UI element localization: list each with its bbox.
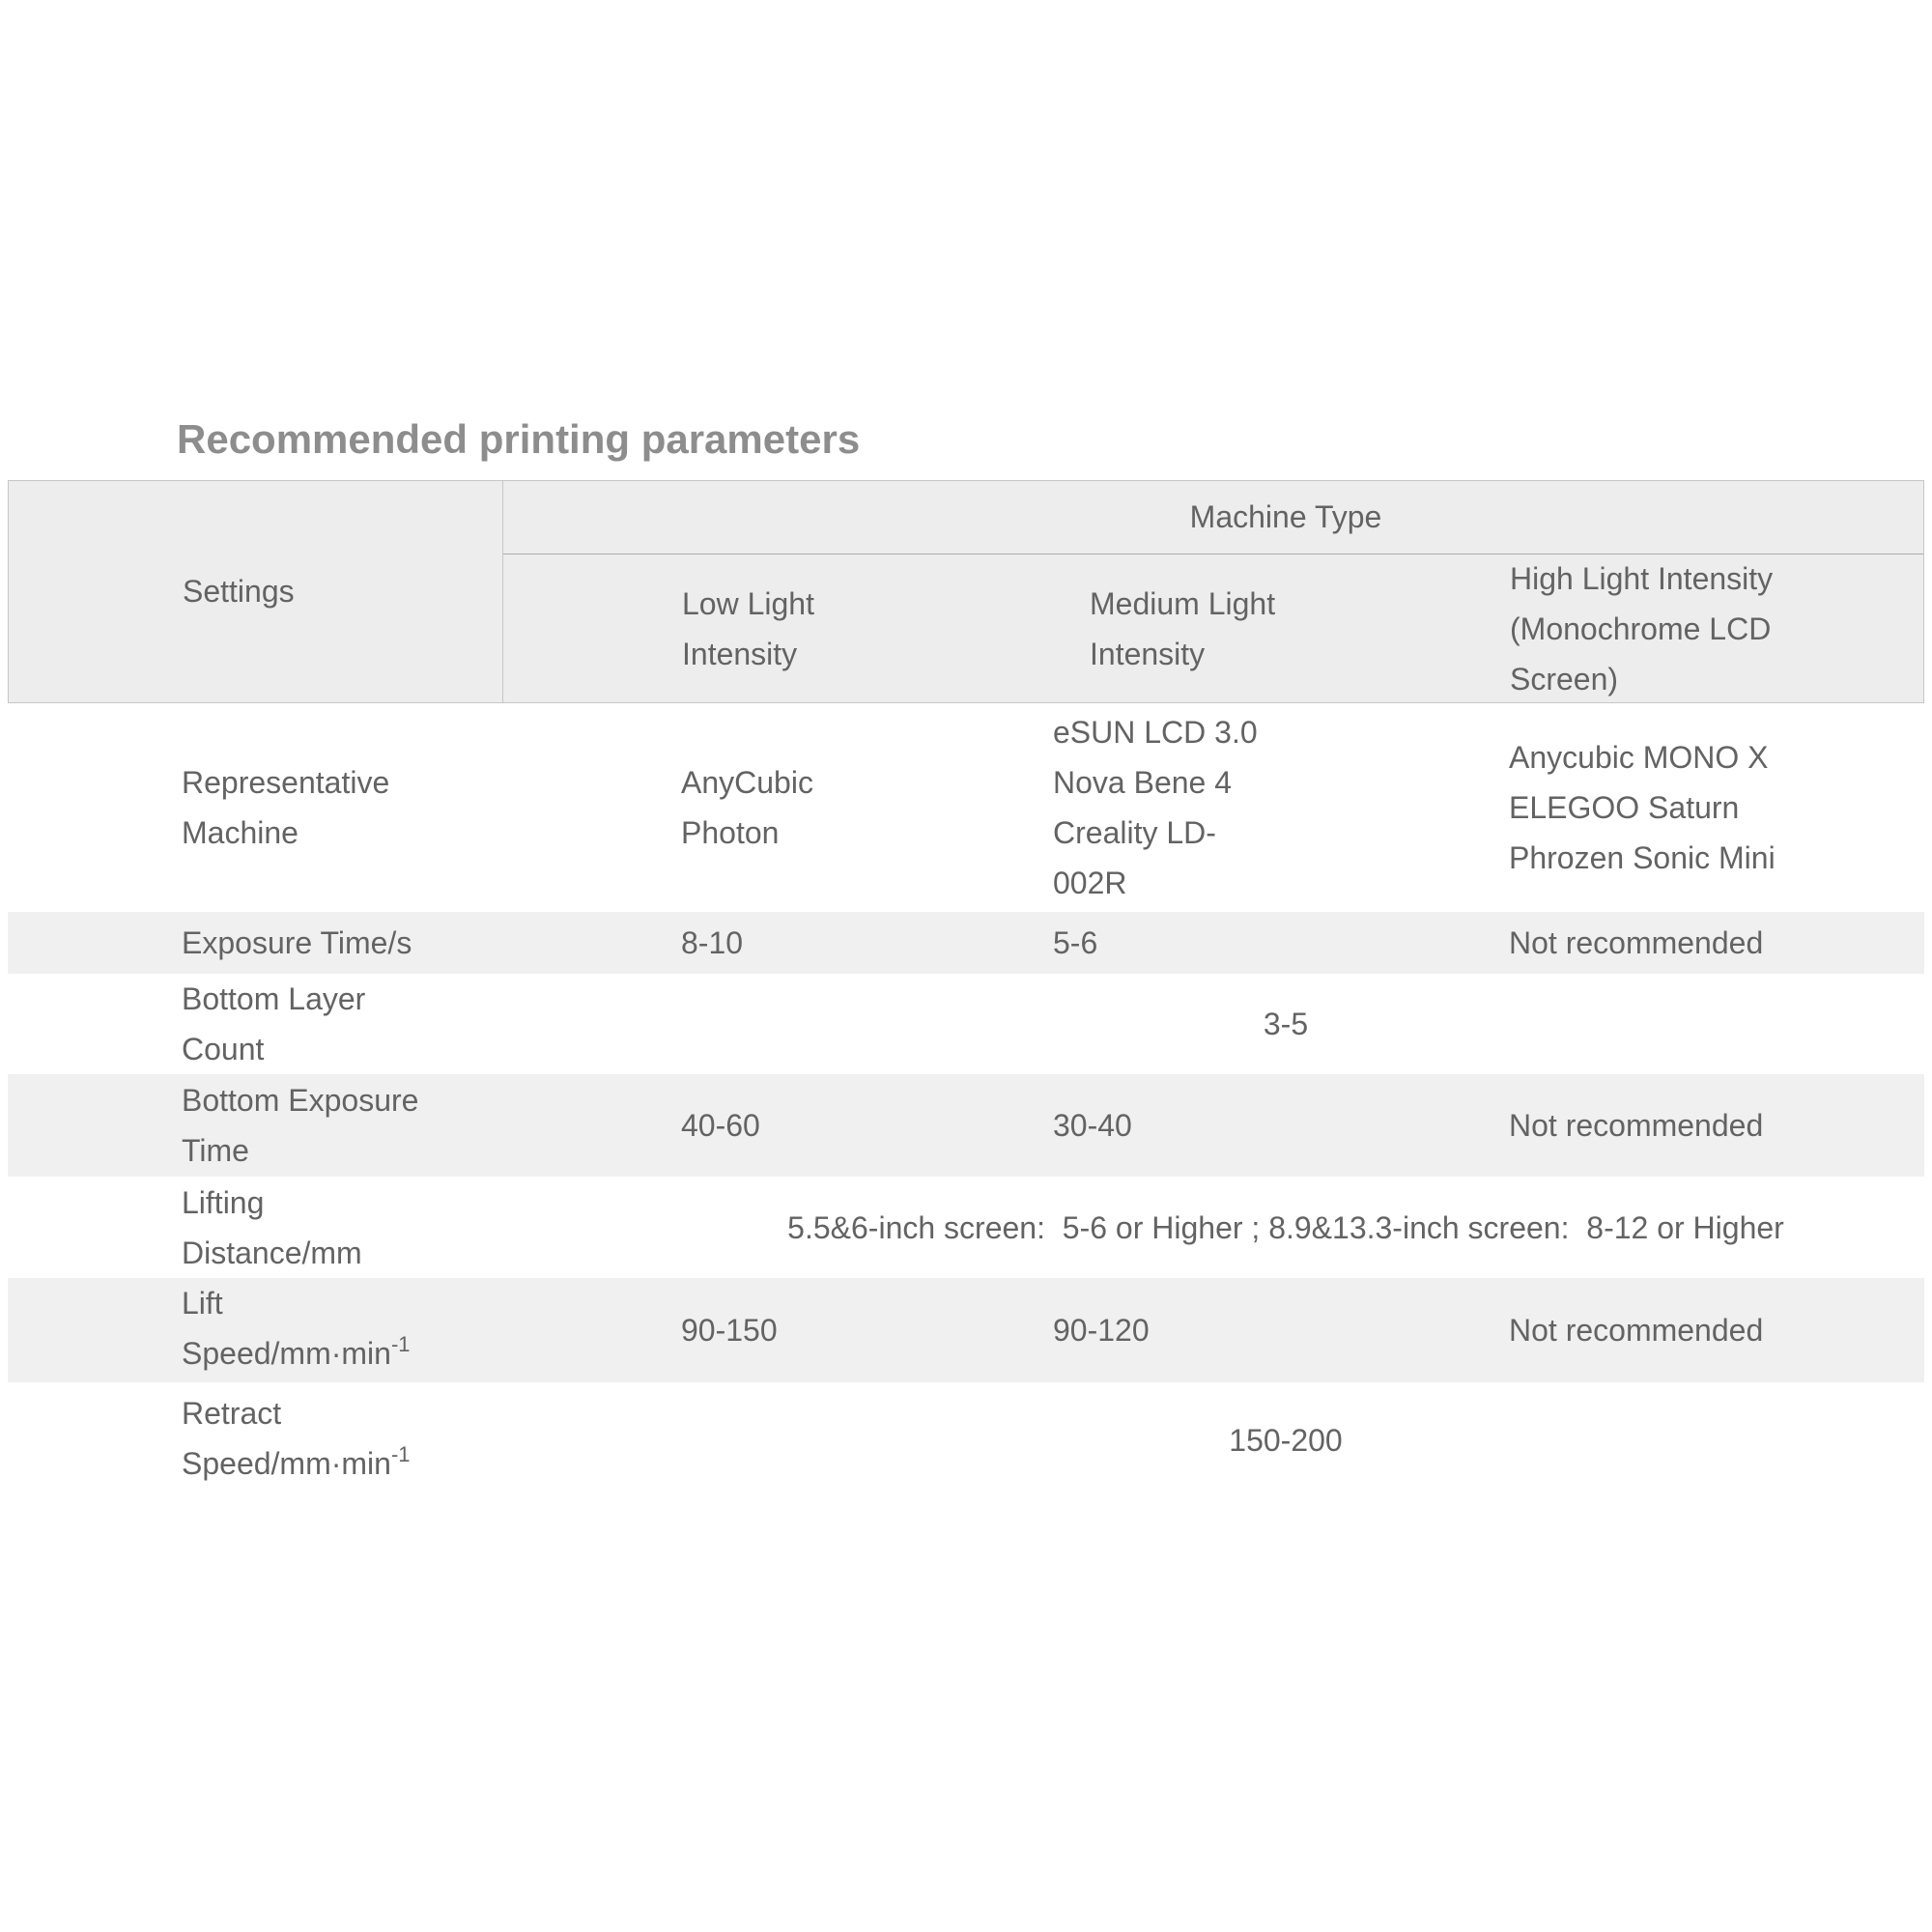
row-label: Lifting Distance/mm	[182, 1184, 362, 1270]
row-label: Lift Speed/$mm\cdot\min^{-1}$	[182, 1286, 411, 1371]
table-row-representative-machine	[8, 703, 1924, 912]
table-row-lift-speed	[8, 1278, 1924, 1382]
table-header	[8, 480, 1924, 703]
column-header-high-light: High Light Intensity (Monochrome LCD Screen)	[1510, 561, 1774, 696]
cell-high-light: Not recommended	[1509, 1313, 1764, 1348]
cell-low-light: 8-10	[681, 925, 744, 960]
cell-low-light: AnyCubic Photon	[681, 765, 813, 850]
superscript: -1	[390, 1441, 411, 1466]
table-row-lifting-distance	[8, 1177, 1924, 1278]
cell-medium-light: 90-120	[1053, 1313, 1150, 1348]
machine-type-label: Machine Type	[1189, 499, 1382, 534]
superscript: -1	[390, 1332, 411, 1356]
cell-low-light: 40-60	[681, 1108, 760, 1143]
settings-header-cell	[9, 481, 503, 702]
row-label: Representative Machine	[182, 765, 390, 850]
table-row-bottom-exposure-time	[8, 1074, 1924, 1177]
cell-medium-light: 30-40	[1053, 1108, 1132, 1143]
machine-type-header-cell	[503, 481, 1923, 554]
table-row-bottom-layer-count	[8, 974, 1924, 1074]
settings-header-label: Settings	[183, 574, 295, 609]
page-title: Recommended printing parameters	[177, 416, 861, 462]
column-header-low-light: Low Light Intensity	[682, 586, 814, 671]
merged-value-cell: 150-200	[1229, 1422, 1343, 1458]
table-row-retract-speed	[8, 1382, 1924, 1497]
cell-medium-light: eSUN LCD 3.0 Nova Bene 4 Creality LD- 002R	[1053, 715, 1258, 900]
row-label: Bottom Exposure Time	[182, 1083, 419, 1168]
cell-medium-light: 5-6	[1053, 925, 1098, 960]
intensity-subheader-row	[503, 555, 1923, 702]
merged-value-cell: 5.5&6-inch screen: 5-6 or Higher ; 8.9&13.3-inch screen: 8-12 or Higher	[787, 1209, 1784, 1245]
row-label: Exposure Time/s	[182, 925, 412, 960]
printing-parameters-table	[8, 480, 1924, 1497]
cell-high-light: Anycubic MONO X ELEGOO Saturn Phrozen Sonic Mini	[1509, 740, 1776, 875]
table-row-exposure-time	[8, 912, 1924, 974]
column-header-medium-light: Medium Light Intensity	[1090, 586, 1276, 671]
row-label: Retract Speed/$mm\cdot\min^{-1}$	[182, 1395, 411, 1481]
row-label: Bottom Layer Count	[182, 981, 366, 1066]
cell-low-light: 90-150	[681, 1313, 778, 1348]
cell-high-light: Not recommended	[1509, 1108, 1764, 1143]
cell-high-light: Not recommended	[1509, 925, 1764, 960]
merged-value-cell: 3-5	[1263, 1007, 1309, 1041]
